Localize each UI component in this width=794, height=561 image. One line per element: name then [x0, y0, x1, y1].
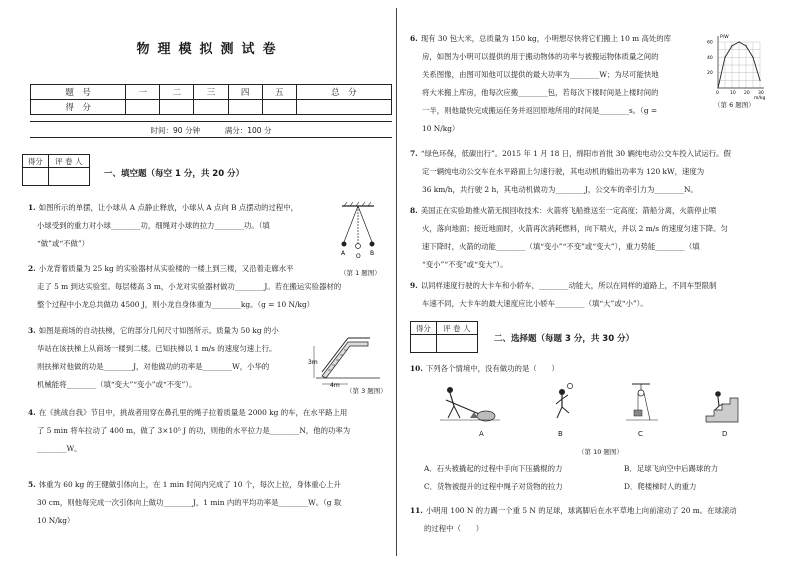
score-cell[interactable]	[126, 100, 160, 115]
data-point	[759, 80, 760, 81]
figure-label-a: A	[479, 430, 484, 438]
question-text: 在《挑战自我》节目中，挑战者用穿在鼻孔里的绳子拉着质量是 2000 kg 的车，在水平路上用	[38, 408, 348, 417]
grader-box-grader-label: 评 卷 人	[48, 155, 89, 168]
question-number: 4.	[28, 408, 36, 417]
x-tick-label: 30	[758, 91, 764, 96]
pendulum-figure	[338, 202, 378, 260]
question-text: 华站在该扶梯上从商场一楼到二楼。已知扶梯以 1 m/s 的速度匀速上行。	[37, 344, 277, 353]
question-4	[28, 404, 373, 458]
question-text: 体重为 60 kg 的王健做引体向上，在 1 min 时间内完成了 10 个，每次上拉，身体重心上升	[38, 480, 341, 489]
question-text: ________W。	[37, 444, 82, 453]
question-text: 以同样速度行驶的大卡车和小轿车，________动能大，所以在同样的道路上，不同车型限制	[420, 281, 717, 290]
y-axis-label: P/W	[720, 35, 729, 40]
label-b: B	[370, 250, 375, 257]
figure-c-pulley	[626, 384, 658, 420]
data-point	[752, 57, 753, 58]
question-text: 小龙背着质量为 25 kg 的实验器材从实验楼的一楼上到三楼，又沿着走廊水平	[38, 264, 294, 273]
question-1	[28, 199, 338, 253]
y-tick-label: 60	[707, 40, 713, 46]
y-tick-label: 20	[707, 71, 713, 77]
score-header: 题 号	[31, 85, 126, 100]
figure-caption: （第 1 题图）	[340, 269, 381, 277]
figure-caption: （第 10 题图）	[578, 448, 623, 456]
column-divider	[396, 8, 397, 556]
score-cell[interactable]	[194, 100, 228, 115]
exam-full-score: 满分：100 分	[224, 126, 272, 135]
question-2	[28, 260, 368, 314]
divider-line	[30, 137, 392, 138]
question-text: 火，落向地面；接近地面时，火箭再次消耗燃料，向下喷火，并以 2 m/s 的速度匀速下降。匀	[422, 224, 728, 233]
data-point	[745, 45, 746, 46]
question-text: “绿色环保，低碳出行”。2015 年 1 月 18 日，绵阳市首批 30 辆纯电动公交车投入试运行。假	[420, 149, 731, 158]
question-number: 11.	[410, 506, 423, 515]
score-cell[interactable]	[262, 100, 296, 115]
question-text: 小明用 100 N 的力踢一个重 5 N 的足球，球离脚后在水平草地上向前滚动了 20 m。在球滚动	[425, 506, 737, 515]
question-text: 整个过程中小龙总共做功 4500 J，则小龙自身体重为________kg。（g = 10 N/kg）	[37, 300, 315, 309]
grader-box-score-label: 得分	[23, 155, 49, 168]
divider-line	[30, 121, 392, 122]
question-text: 如图所示的单摆，让小球从 A 点静止释放，小球从 A 点向 B 点摆动的过程中，	[38, 203, 299, 212]
question-text: 美国正在实验助推火箭无损回收技术：火箭将飞船推送至一定高度；箭船分离，火箭停止喷	[420, 206, 717, 215]
question-text: 车速不同，大卡车的最大速度应比小轿车________（填“大”或“小”）。	[422, 299, 648, 308]
question-number: 10.	[410, 364, 423, 373]
score-header: 四	[228, 85, 262, 100]
question-text: 的过程中（ ）	[424, 524, 484, 533]
data-point	[738, 41, 739, 42]
grader-score-cell[interactable]	[23, 168, 49, 186]
question-text: 一半，则他最快完成搬运任务并返回原地所用的时间是________s。（g =	[422, 106, 658, 115]
power-mass-chart	[706, 32, 768, 100]
question-number: 2.	[28, 264, 36, 273]
option-a[interactable]: A．石头被撬起的过程中手向下压撬棍的力	[424, 464, 563, 473]
score-cell[interactable]	[160, 100, 194, 115]
figure-d-stairs	[706, 391, 738, 422]
question-7	[410, 145, 780, 199]
exam-time: 时间：90 分钟	[150, 126, 200, 135]
figure-a-lever	[440, 387, 500, 421]
figure-label-d: D	[722, 430, 728, 438]
figure-label-b: B	[558, 430, 563, 438]
question-text: 速下降时，火箭的动能________（填“变小”“不变”或“变大”），重力势能________（填	[422, 242, 700, 251]
question-8	[410, 202, 780, 274]
question-text: 则扶梯对他做的功是________J，对他做功的功率是________W，小华的	[37, 362, 270, 371]
grader-score-cell[interactable]	[411, 335, 437, 353]
option-d[interactable]: D．爬楼梯时人的重力	[624, 482, 697, 491]
question-text: 10 N/kg）	[37, 516, 75, 525]
grader-box	[410, 321, 478, 353]
question-number: 6.	[410, 34, 418, 43]
question-text: “做”或“不做”）	[37, 239, 90, 248]
question-text: 下列各个情境中，没有做功的是（ ）	[425, 364, 559, 373]
figure-caption: （第 6 题图）	[714, 101, 755, 109]
option-b[interactable]: B．足球飞向空中后踢球的力	[624, 464, 719, 473]
option-c[interactable]: C．货物被提升的过程中绳子对货物的拉力	[424, 482, 563, 491]
question-number: 9.	[410, 281, 418, 290]
question-number: 1.	[28, 203, 36, 212]
section1-heading: 一、填空题（每空 1 分，共 20 分）	[104, 169, 245, 179]
score-header: 一	[126, 85, 160, 100]
grader-box-grader-label: 评 卷 人	[436, 322, 477, 335]
x-axis-label: m/kg	[754, 96, 766, 100]
question-text: 了 5 min 将车拉动了 400 m，做了 3×10⁵ J 的功，则他的水平拉力是________N，他的功率为	[37, 426, 351, 435]
question-text: “变小”“不变”或“变大”）。	[422, 260, 508, 269]
data-point	[717, 87, 718, 88]
score-table	[30, 84, 392, 115]
exam-title: 物理模拟测试卷	[136, 42, 284, 57]
question-5	[28, 476, 373, 530]
question-number: 7.	[410, 149, 418, 158]
question-number: 8.	[410, 206, 418, 215]
score-cell[interactable]	[228, 100, 262, 115]
score-header: 五	[262, 85, 296, 100]
question-number: 5.	[28, 480, 36, 489]
figure-caption: （第 3 题图）	[346, 387, 387, 395]
question-text: 房，如图为小明可以提供的用于搬动物体的功率与被搬运物体质量之间的	[422, 52, 659, 61]
dim-width-label: 4m	[330, 382, 340, 388]
y-tick-label: 40	[707, 55, 713, 61]
figure-b-kick	[556, 383, 573, 418]
question-text: 如图是商场的自动扶梯，它的部分几何尺寸如图所示。质量为 50 kg 的小	[38, 326, 279, 335]
question-text: 30 cm，则他每完成一次引体向上做功________J，1 min 内的平均功率是________W。（g 取	[37, 498, 342, 507]
data-point	[731, 45, 732, 46]
question-text: 将大米搬上库房，他每次应搬________包，若每次下楼时间是上楼时间的	[422, 88, 659, 97]
question-text: 关系图像，由图可知他可以提供的最大功率为________W；为尽可能快地	[422, 70, 659, 79]
question-10-options	[424, 460, 784, 496]
x-tick-label: 20	[744, 91, 750, 96]
question-text: 走了 5 m 到达实验室。每层楼高 3 m，小龙对实验器材做功________J。若在搬运实验器材的	[37, 282, 342, 291]
figure-label-c: C	[638, 430, 643, 438]
question-text: 定一辆纯电动公交车在水平路面上匀速行驶，其电动机的输出功率为 120 kW，速度为	[422, 167, 705, 176]
question-text: 机械能将________（填“变大”“变小”或“不变”）。	[37, 380, 197, 389]
score-cell[interactable]	[296, 100, 391, 115]
question-number: 3.	[28, 326, 36, 335]
question-10	[410, 360, 780, 378]
score-header: 三	[194, 85, 228, 100]
grader-box-score-label: 得分	[411, 322, 437, 335]
question-text: 小球受到的重力对小球________功，细绳对小球的拉力________功。（填	[37, 221, 270, 230]
question-11	[410, 502, 780, 538]
question-9	[410, 277, 780, 313]
grader-box	[22, 154, 90, 186]
score-header: 二	[160, 85, 194, 100]
question-text: 10 N/kg）	[422, 124, 460, 133]
x-tick-label: 0	[716, 91, 719, 96]
label-o: O	[356, 253, 361, 260]
score-row-label: 得 分	[31, 100, 126, 115]
section2-heading: 二、选择题（每题 3 分，共 30 分）	[494, 334, 635, 344]
data-point	[724, 57, 725, 58]
exam-meta	[30, 125, 392, 136]
dim-height-label: 3m	[308, 359, 318, 366]
question-text: 现有 30 包大米，总质量为 150 kg，小明想尽快将它们搬上 10 m 高处的库	[420, 34, 672, 43]
question-text: 36 km/h，共行驶 2 h，其电动机做功为________J，公交车的牵引力为________N。	[422, 185, 698, 194]
x-tick-label: 10	[730, 91, 736, 96]
escalator-figure	[308, 326, 388, 388]
question-6	[410, 30, 710, 138]
grader-name-cell[interactable]	[436, 335, 477, 353]
score-header: 总 分	[296, 85, 391, 100]
question-3	[28, 322, 318, 394]
grader-name-cell[interactable]	[48, 168, 89, 186]
q10-figures	[436, 380, 776, 436]
label-a: A	[341, 250, 346, 257]
